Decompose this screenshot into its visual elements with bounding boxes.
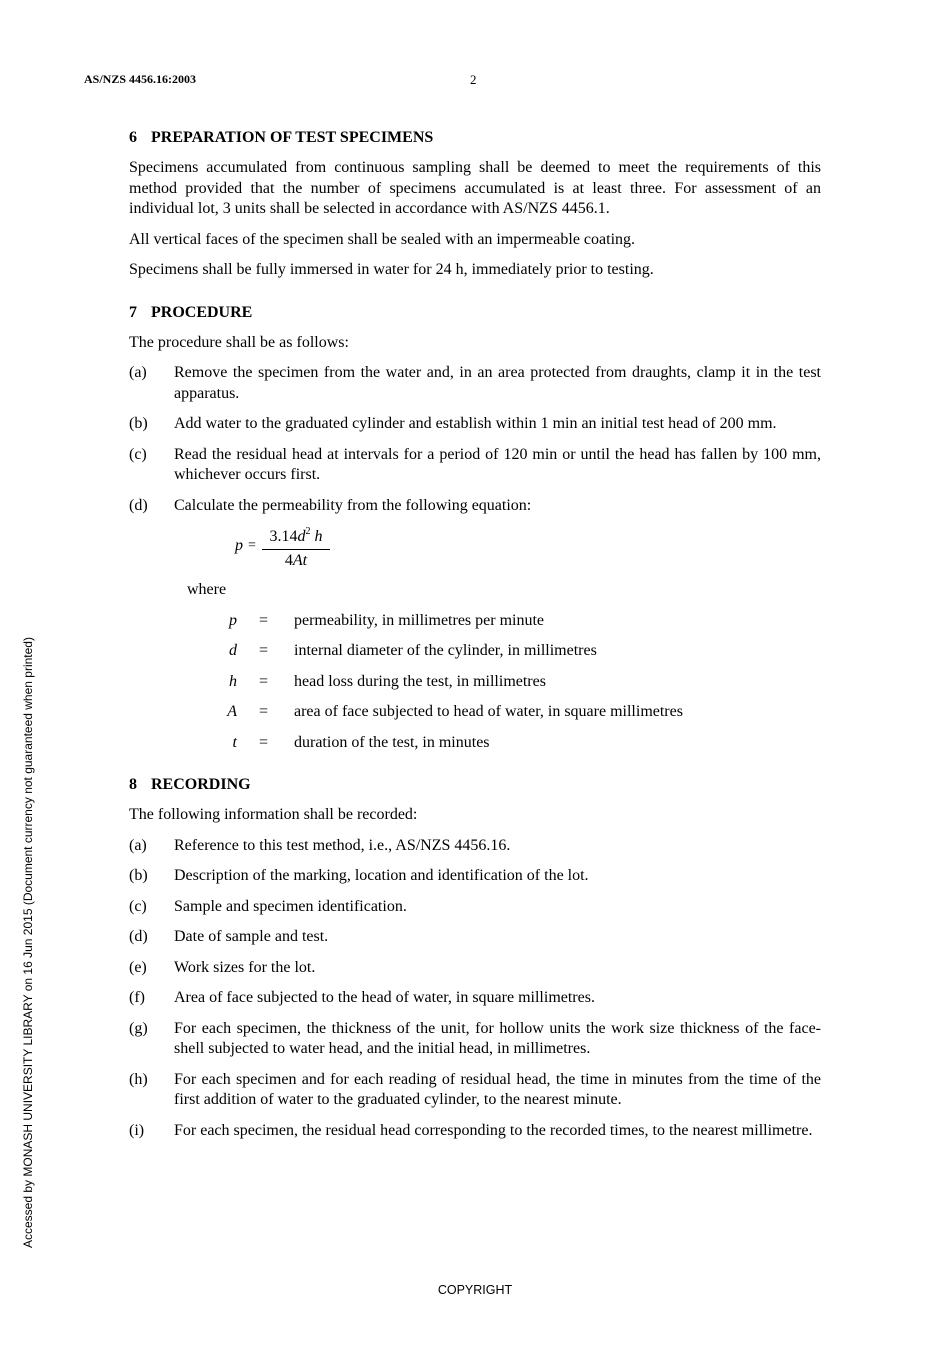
item-text: Calculate the permeability from the following equation: <box>174 496 532 514</box>
variable-row <box>129 733 821 754</box>
section-6-heading <box>129 128 821 148</box>
paragraph: The procedure shall be as follows: <box>129 333 349 351</box>
item-text: Date of sample and test. <box>174 928 329 945</box>
permeability-equation <box>129 522 821 580</box>
paragraph: The following information shall be recorded: <box>129 806 418 823</box>
list-item <box>129 866 821 887</box>
fraction-bar <box>262 549 330 550</box>
item-text: For each specimen, the thickness of the unit, for hollow units the work size thickness of the face-shell subjected to water head, and the initial head, in millimetres. <box>174 1019 821 1057</box>
item-text: Add water to the graduated cylinder and establish within 1 min an initial test head of 200 mm. <box>174 415 777 432</box>
list-item <box>129 927 821 948</box>
variable-equals: = <box>258 672 269 690</box>
list-item <box>129 496 821 517</box>
list-item <box>129 1019 821 1060</box>
item-label: (a) <box>129 836 147 854</box>
paragraph: Specimens shall be fully immersed in water for 24 h, immediately prior to testing. <box>129 261 654 278</box>
item-label: (d) <box>129 928 148 945</box>
variable-equals: = <box>258 703 269 720</box>
item-label: (g) <box>129 1019 148 1037</box>
list-item <box>129 363 821 404</box>
page-number: 2 <box>470 72 477 87</box>
item-text: Work sizes for the lot. <box>174 958 316 976</box>
equation-lhs: p <box>235 537 243 554</box>
list-item <box>129 988 821 1009</box>
item-label: (f) <box>129 989 145 1006</box>
variable-row <box>129 702 821 723</box>
variable-definition: permeability, in millimetres per minute <box>294 611 545 629</box>
variable-equals: = <box>258 611 269 629</box>
item-text: For each specimen, the residual head corresponding to the recorded times, to the nearest millimetre. <box>174 1121 813 1139</box>
variable-row <box>129 641 821 662</box>
item-label: (b) <box>129 867 148 884</box>
paragraph: All vertical faces of the specimen shall be sealed with an impermeable coating. <box>129 230 636 248</box>
variable-symbol: A <box>227 703 237 720</box>
section-number: 6 <box>129 129 137 146</box>
item-text: Sample and specimen identification. <box>174 897 407 915</box>
list-item <box>129 414 821 435</box>
item-label: (d) <box>129 496 148 514</box>
list-item <box>129 897 821 918</box>
variable-definition: duration of the test, in minutes <box>294 733 490 751</box>
variable-definitions <box>129 611 821 754</box>
section-7-heading <box>129 303 821 323</box>
variable-equals: = <box>258 642 269 659</box>
list-item <box>129 958 821 979</box>
copyright-footer: COPYRIGHT <box>437 1283 513 1297</box>
variable-symbol: p <box>229 611 237 629</box>
list-item <box>129 836 821 857</box>
item-label: (h) <box>129 1070 148 1088</box>
variable-equals: = <box>258 733 269 751</box>
list-item <box>129 1121 821 1142</box>
variable-definition: area of face subjected to head of water, in square millimetres <box>294 703 683 720</box>
paragraph: Specimens accumulated from continuous sampling shall be deemed to meet the requirements of this method provided that the number of specimens accumulated is at least three. For assessment of an individual lot, 3 units shall be selected in accordance with AS/NZS 4456.1. <box>129 159 821 217</box>
equation-equals: = <box>248 538 256 553</box>
variable-definition: internal diameter of the cylinder, in millimetres <box>294 642 597 659</box>
item-text: Read the residual head at intervals for a period of 120 min or until the head has fallen by 100 mm, whichever occurs first. <box>174 445 821 483</box>
section-title: RECORDING <box>151 776 251 793</box>
section-number: 8 <box>129 776 137 793</box>
section-title: PROCEDURE <box>151 303 253 321</box>
where-label: where <box>187 581 227 598</box>
item-label: (a) <box>129 364 147 381</box>
access-watermark: Accessed by MONASH UNIVERSITY LIBRARY on 16 Jun 2015 (Document currency not guaranteed when printed) <box>21 637 35 1248</box>
variable-symbol: d <box>229 642 237 659</box>
item-label: (i) <box>129 1121 145 1139</box>
section-number: 7 <box>129 303 137 321</box>
item-text: Reference to this test method, i.e., AS/NZS 4456.16. <box>174 836 511 854</box>
equation-numerator: $3.14d^2$ h <box>269 526 323 545</box>
document-body <box>129 128 821 1151</box>
variable-definition: head loss during the test, in millimetres <box>294 672 546 690</box>
item-label: (e) <box>129 958 147 976</box>
item-text: Area of face subjected to the head of water, in square millimetres. <box>174 989 595 1006</box>
equation-fraction <box>262 522 330 570</box>
equation-denominator: 4At <box>284 552 308 569</box>
item-label: (c) <box>129 897 147 915</box>
item-label: (b) <box>129 415 148 432</box>
list-item <box>129 1070 821 1111</box>
item-text: Description of the marking, location and identification of the lot. <box>174 867 589 884</box>
section-8-heading <box>129 775 821 795</box>
variable-symbol: h <box>229 672 237 690</box>
standard-reference: AS/NZS 4456.16:2003 <box>84 72 197 86</box>
variable-symbol: t <box>232 733 237 751</box>
variable-row <box>129 611 821 632</box>
list-item <box>129 445 821 486</box>
item-text: Remove the specimen from the water and, in an area protected from draughts, clamp it in the test apparatus. <box>174 364 821 402</box>
item-text: For each specimen and for each reading of residual head, the time in minutes from the time of the first addition of water to the graduated cylinder, to the nearest minute. <box>174 1070 821 1108</box>
section-title: PREPARATION OF TEST SPECIMENS <box>151 129 434 146</box>
variable-row <box>129 672 821 693</box>
item-label: (c) <box>129 445 147 463</box>
